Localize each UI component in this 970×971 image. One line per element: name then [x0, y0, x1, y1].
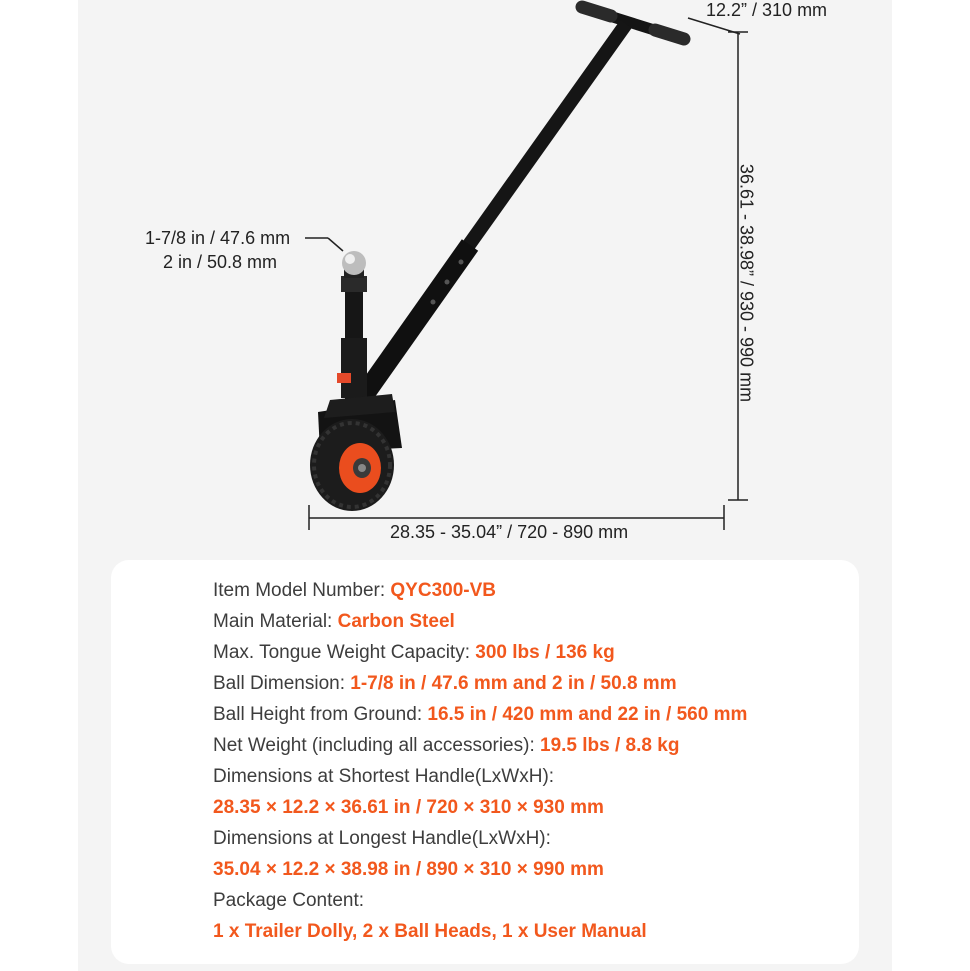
spec-material-value: Carbon Steel	[337, 611, 455, 632]
spec-ball-dimension	[213, 668, 853, 699]
wheel	[310, 419, 394, 511]
spec-net-weight	[213, 730, 853, 761]
spec-dim-short-value: 28.35 × 12.2 × 36.61 in / 720 × 310 × 930 mm	[213, 797, 604, 818]
t-handle	[582, 7, 684, 39]
handle-shaft-upper	[461, 24, 626, 256]
spec-capacity-label: Max. Tongue Weight Capacity:	[213, 642, 470, 663]
spec-model	[213, 575, 853, 606]
spec-material-label: Main Material:	[213, 611, 333, 632]
spec-material	[213, 606, 853, 637]
spec-model-value: QYC300-VB	[390, 580, 497, 601]
spec-ball-height-value: 16.5 in / 420 mm and 22 in / 560 mm	[427, 704, 748, 725]
handle-width-label: 12.2” / 310 mm	[706, 0, 828, 20]
spec-dim-long-label: Dimensions at Longest Handle(LxWxH):	[213, 828, 551, 849]
spec-net-weight-value: 19.5 lbs / 8.8 kg	[540, 735, 680, 756]
handle-shaft-lower	[362, 245, 470, 398]
spec-list	[213, 575, 853, 947]
spec-package-value: 1 x Trailer Dolly, 2 x Ball Heads, 1 x User Manual	[213, 921, 647, 942]
spec-net-weight-label: Net Weight (including all accessories):	[213, 735, 535, 756]
spec-package-label: Package Content:	[213, 890, 365, 911]
ball-mount	[341, 251, 367, 292]
height-label-wrap	[726, 148, 766, 418]
spec-ball-dimension-label: Ball Dimension:	[213, 673, 345, 694]
spec-ball-dimension-value: 1-7/8 in / 47.6 mm and 2 in / 50.8 mm	[350, 673, 677, 694]
length-label: 28.35 - 35.04” / 720 - 890 mm	[390, 522, 629, 542]
height-label: 36.61 - 38.98” / 930 - 990 mm	[736, 163, 757, 403]
spec-ball-height	[213, 699, 853, 730]
spec-dim-short-label: Dimensions at Shortest Handle(LxWxH):	[213, 766, 555, 787]
spec-capacity	[213, 637, 853, 668]
spec-capacity-value: 300 lbs / 136 kg	[475, 642, 615, 663]
spec-dim-long-value: 35.04 × 12.2 × 38.98 in / 890 × 310 × 990 mm	[213, 859, 604, 880]
vertical-post	[337, 290, 367, 405]
ball-large-label: 2 in / 50.8 mm	[163, 252, 278, 272]
spec-model-label: Item Model Number:	[213, 580, 386, 601]
spec-ball-height-label: Ball Height from Ground:	[213, 704, 423, 725]
ball-small-label: 1-7/8 in / 47.6 mm	[145, 228, 291, 248]
